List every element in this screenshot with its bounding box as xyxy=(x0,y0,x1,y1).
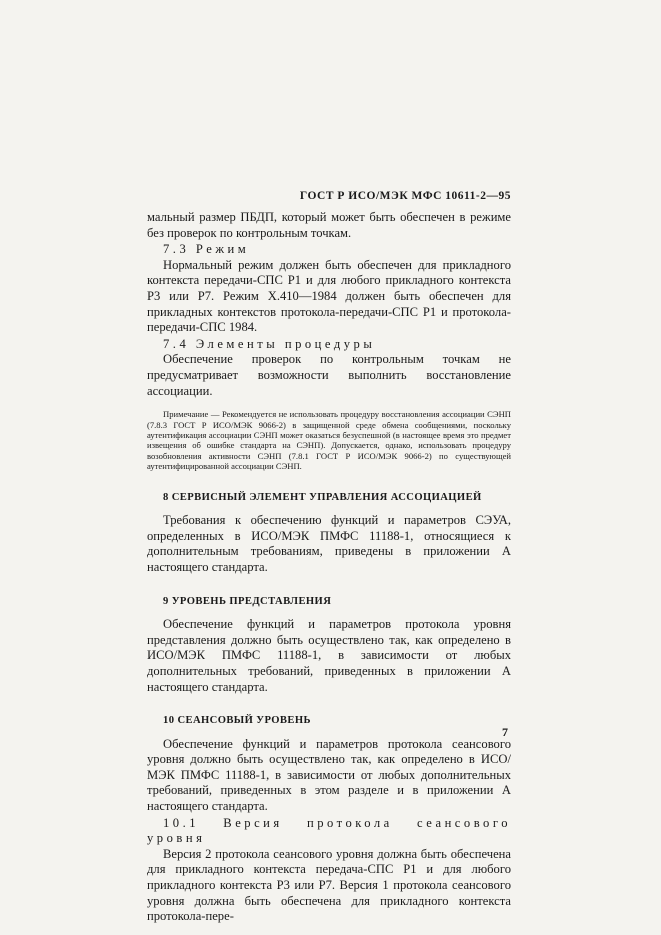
running-header: ГОСТ Р ИСО/МЭК МФС 10611-2—95 xyxy=(299,190,511,202)
section-9-heading: 9 УРОВЕНЬ ПРЕДСТАВЛЕНИЯ xyxy=(163,595,332,607)
section-10-heading: 10 СЕАНСОВЫЙ УРОВЕНЬ xyxy=(163,715,311,727)
section-7-3-title: 7.3 Режим xyxy=(163,242,250,257)
note: Примечание — Рекомендуется не использовать процедуру восстановления ассоциации СЭНП (7.8.3 ГОСТ Р ИСО/МЭК 9066-2) в защищенной среде обмена сообщениями, поскольку аутентификация ассоциации СЭНП может оказаться безуспешной (в настоящее время это предмет извещения об ошибке стандарта на СЭНП). Допускается, однако, использовать процедуру возобновления активности СЭНП (7.8.1 ГОСТ Р ИСО/МЭК 9066-2) по существующей аутентифицированной ассоциации СЭНП. xyxy=(147,409,511,472)
section-10-1-text: Версия 2 протокола сеансового уровня должна быть обеспечена для прикладного контекста передача-СПС Р1 и для любого прикладного контекста Р3 или Р7. Версия 1 протокола сеансового уровня должна быть обеспечена для прикладного контекста протокола-пере- xyxy=(147,846,511,924)
paragraph-continued: мальный размер ПБДП, который может быть обеспечен в режиме без проверок по контрольным точкам. xyxy=(147,210,511,240)
page-number: 7 xyxy=(502,725,508,739)
page-body xyxy=(147,210,511,925)
section-10-1-title: 10.1 Версия протокола сеансового уровня xyxy=(147,815,511,846)
section-10-text: Обеспечение функций и параметров протокола сеансового уровня должно быть осуществлено так, как определено в ИСО/МЭК ПМФС 11188-1, в зависимости от любых дополнительных требований, приведенных в этом разделе и в приложении А настоящего стандарта. xyxy=(147,736,511,814)
section-7-3-text: Нормальный режим должен быть обеспечен для прикладного контекста передачи-СПС Р1 и для любого прикладного контекста Р3 или Р7. Режим X.410—1984 должен быть обеспечен для прикладных контекстов протокола-передачи-СПС Р1 и протокола-передачи-СПС 1984. xyxy=(147,257,511,335)
section-7-4-title: 7.4 Элементы процедуры xyxy=(163,336,376,351)
section-7-4-text: Обеспечение проверок по контрольным точкам не предусматривает возможности выполнить восстановление ассоциации. xyxy=(147,352,511,398)
section-9-text: Обеспечение функций и параметров протокола уровня представления должно быть осуществлено так, как определено в ИСО/МЭК ПМФС 11188-1, в зависимости от любых дополнительных требований, приведенных в приложении А настоящего стандарта. xyxy=(147,617,511,694)
section-8-text: Требования к обеспечению функций и параметров СЭУА, определенных в ИСО/МЭК ПМФС 11188-1, относящиеся к дополнительным требованиям, приведены в приложении А настоящего стандарта. xyxy=(147,513,511,574)
section-8-heading: 8 СЕРВИСНЫЙ ЭЛЕМЕНТ УПРАВЛЕНИЯ АССОЦИАЦИЕЙ xyxy=(163,491,482,503)
